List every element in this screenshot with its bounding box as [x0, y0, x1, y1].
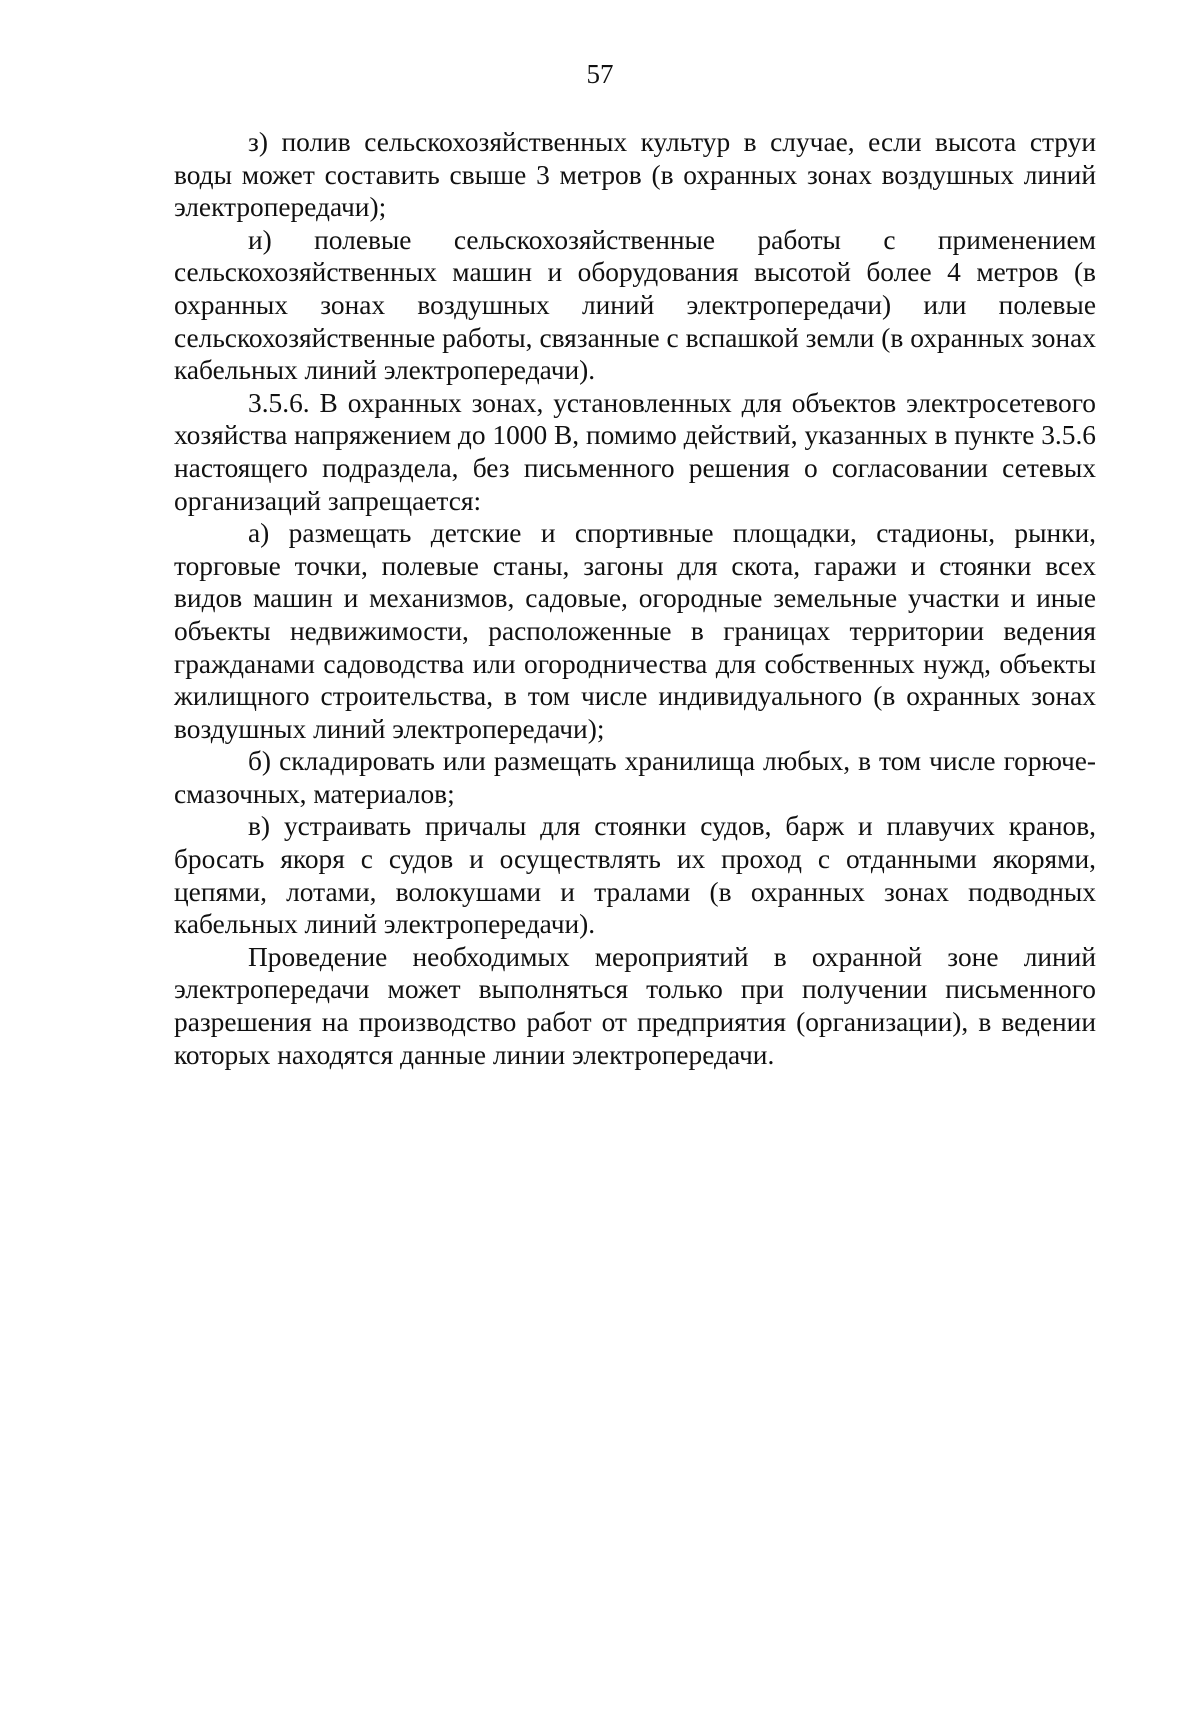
page-number: 57 [586, 59, 614, 89]
document-body [174, 126, 1096, 1071]
paragraph-v-moorings: в) устраивать причалы для стоянки судов, барж и плавучих кранов, бросать якоря с судов и осуществлять их проход с отданными якорями, цепями, лотами, волокушами и тралами (в охранных зонах подводных кабельных линий электропередачи). [174, 811, 1096, 940]
paragraph-3-5-6-restrictions: 3.5.6. В охранных зонах, установленных для объектов электросетевого хозяйства напряжением до 1000 В, помимо действий, указанных в пункте 3.5.6 настоящего подраздела, без письменного решения о согласовании сетевых организаций запрещается: [174, 387, 1096, 516]
paragraph-a-placement: а) размещать детские и спортивные площадки, стадионы, рынки, торговые точки, полевые станы, загоны для скота, гаражи и стоянки всех видов машин и механизмов, садовые, огородные земельные участки и иные объекты недвижимости, расположенные в границах территории ведения гражданами садоводства или огородничества для собственных нужд, объекты жилищного строительства, в том числе индивидуального (в охранных зонах воздушных линий электропередачи); [174, 518, 1096, 744]
paragraph-z-irrigation: з) полив сельскохозяйственных культур в случае, если высота струи воды может составить свыше 3 метров (в охранных зонах воздушных линий электропередачи); [174, 127, 1096, 223]
paragraph-i-field-works: и) полевые сельскохозяйственные работы с применением сельскохозяйственных машин и оборудования высотой более 4 метров (в охранных зонах воздушных линий электропередачи) или полевые сельскохозяйственные работы, связанные с вспашкой земли (в охранных зонах кабельных линий электропередачи). [174, 224, 1096, 386]
paragraph-permission: Проведение необходимых мероприятий в охранной зоне линий электропередачи может выполняться только при получении письменного разрешения на производство работ от предприятия (организации), в ведении которых находятся данные линии электропередачи. [174, 941, 1096, 1070]
paragraph-b-storage: б) складировать или размещать хранилища любых, в том числе горюче-смазочных, материалов; [174, 746, 1096, 809]
